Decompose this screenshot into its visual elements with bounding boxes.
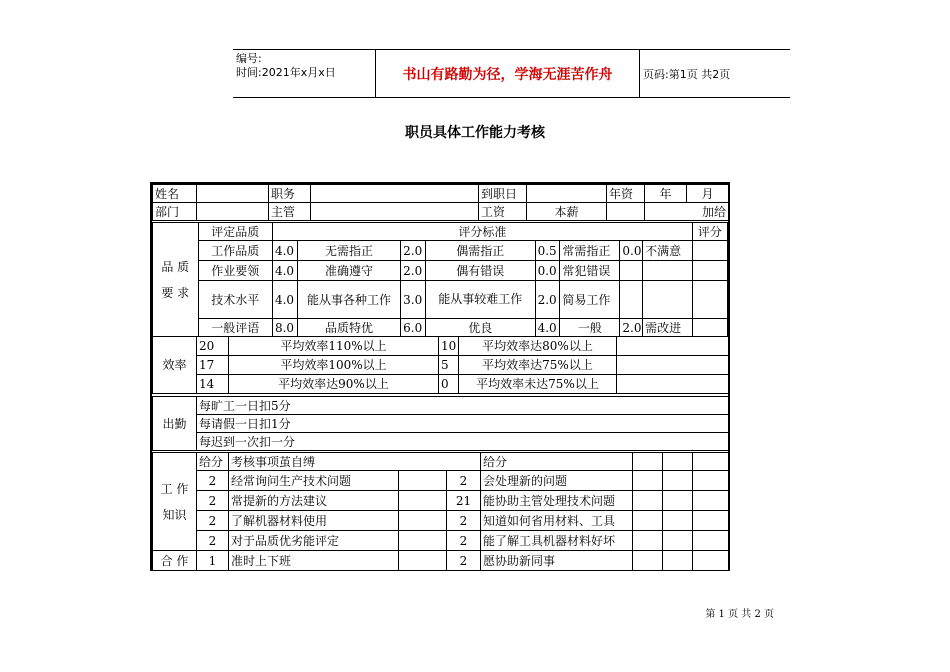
base-pay-label: 本薪 (527, 203, 607, 221)
efficiency-score: 14 (197, 375, 229, 394)
attendance-table (152, 396, 729, 451)
knowledge-item: 知道如何省用材料、工具 (481, 511, 633, 531)
quality-standard: 无需指正 (297, 241, 400, 261)
quality-score-field[interactable] (692, 281, 727, 319)
quality-head-standard: 评分标准 (272, 223, 692, 241)
basic-info-table (152, 184, 729, 221)
attendance-rule: 每请假一日扣1分 (197, 415, 729, 433)
knowledge-score: 2 (447, 511, 481, 531)
page-title: 职员具体工作能力考核 (405, 125, 545, 141)
year-label: 年 (645, 185, 687, 203)
knowledge-head-score2: 给分 (481, 453, 633, 471)
attendance-category: 出勤 (153, 397, 197, 451)
quality-row-item: 技术水平 (198, 281, 272, 319)
bonus-label: 加给 (645, 203, 729, 221)
knowledge-score: 2 (197, 511, 229, 531)
quality-head-item: 评定品质 (198, 223, 272, 241)
quality-standard: 能从事较难工作 (425, 281, 535, 319)
knowledge-check[interactable] (399, 491, 447, 511)
page-footer: 第 1 页 共 2 页 (705, 609, 774, 620)
cooperation-check[interactable] (633, 551, 663, 571)
quality-score: 6.0 (401, 319, 426, 337)
knowledge-category: 工 作 知识 (153, 453, 197, 551)
knowledge-table (152, 452, 729, 571)
quality-standard: 优良 (425, 319, 535, 337)
knowledge-check[interactable] (663, 471, 693, 491)
knowledge-score: 2 (197, 491, 229, 511)
join-date-field[interactable] (527, 185, 607, 203)
efficiency-standard: 平均效率110%以上 (229, 337, 439, 356)
knowledge-check[interactable] (693, 471, 729, 491)
supervisor-label: 主管 (269, 203, 311, 221)
quality-standard: 一般 (560, 319, 620, 337)
quality-score: 2.0 (620, 319, 643, 337)
quality-table (152, 222, 728, 337)
quality-row-item: 一般评语 (198, 319, 272, 337)
quality-score: 4.0 (272, 261, 297, 281)
assessment-form (150, 182, 730, 571)
knowledge-item: 经常询问生产技术问题 (229, 471, 399, 491)
knowledge-item: 能协助主管处理技术问题 (481, 491, 633, 511)
knowledge-check[interactable] (663, 491, 693, 511)
attendance-rule: 每迟到一次扣一分 (197, 433, 729, 451)
position-field[interactable] (311, 185, 479, 203)
header-page-info: 页码:第1页 共2页 (643, 67, 731, 81)
quality-standard: 需改进 (643, 319, 693, 337)
quality-score (620, 281, 643, 319)
quality-score: 4.0 (535, 319, 560, 337)
knowledge-check[interactable] (693, 531, 729, 551)
knowledge-check[interactable] (633, 491, 663, 511)
quality-standard: 常需指正 (560, 241, 620, 261)
cooperation-category: 合 作 (153, 551, 197, 571)
dept-label: 部门 (153, 203, 197, 221)
efficiency-score: 0 (439, 375, 459, 394)
knowledge-check[interactable] (663, 531, 693, 551)
knowledge-check[interactable] (399, 471, 447, 491)
quality-score: 0.0 (535, 261, 560, 281)
document-number-label: 编号: (236, 52, 262, 65)
quality-score: 8.0 (272, 319, 297, 337)
knowledge-head-score: 给分 (197, 453, 229, 471)
quality-score: 0.5 (535, 241, 560, 261)
knowledge-check[interactable] (663, 511, 693, 531)
cooperation-item: 准时上下班 (229, 551, 399, 571)
quality-score: 0.0 (620, 241, 643, 261)
position-label: 职务 (269, 185, 311, 203)
knowledge-check[interactable] (399, 511, 447, 531)
quality-score: 4.0 (272, 241, 297, 261)
efficiency-score: 10 (439, 337, 459, 356)
efficiency-score-field[interactable] (617, 375, 729, 394)
knowledge-check[interactable] (633, 511, 663, 531)
quality-score: 4.0 (272, 281, 297, 319)
document-header (233, 49, 790, 98)
quality-standard: 偶有错误 (425, 261, 535, 281)
efficiency-table (152, 336, 729, 394)
quality-standard (643, 261, 693, 281)
efficiency-standard: 平均效率100%以上 (229, 356, 439, 375)
document-time: 时间:2021年x月x日 (236, 66, 336, 79)
knowledge-head-item: 考核事项茧自缚 (229, 453, 481, 471)
join-date-label: 到职日 (479, 185, 527, 203)
quality-score-field[interactable] (692, 261, 727, 281)
cooperation-score: 1 (197, 551, 229, 571)
efficiency-score: 17 (197, 356, 229, 375)
knowledge-item: 会处理新的问题 (481, 471, 633, 491)
knowledge-check[interactable] (693, 511, 729, 531)
quality-standard (643, 281, 693, 319)
quality-standard: 准确遵守 (297, 261, 400, 281)
knowledge-score: 2 (197, 531, 229, 551)
quality-standard: 能从事各种工作 (297, 281, 400, 319)
quality-score (620, 261, 643, 281)
header-meta (233, 50, 377, 99)
efficiency-score-field[interactable] (617, 356, 729, 375)
quality-row-item: 工作品质 (198, 241, 272, 261)
cooperation-check[interactable] (663, 551, 693, 571)
quality-standard: 常犯错误 (560, 261, 620, 281)
seniority-label: 年资 (607, 185, 645, 203)
knowledge-score: 21 (447, 491, 481, 511)
quality-score-field[interactable] (692, 319, 727, 337)
dept-field[interactable] (197, 203, 269, 221)
supervisor-field[interactable] (311, 203, 479, 221)
attendance-rule: 每旷工一日扣5分 (197, 397, 729, 415)
knowledge-score: 2 (447, 531, 481, 551)
cooperation-score: 2 (447, 551, 481, 571)
efficiency-standard: 平均效率未达75%以上 (459, 375, 617, 394)
quality-standard: 品质特优 (297, 319, 400, 337)
knowledge-check[interactable] (693, 491, 729, 511)
efficiency-standard: 平均效率达75%以上 (459, 356, 617, 375)
knowledge-check[interactable] (399, 531, 447, 551)
quality-standard: 偶需指正 (425, 241, 535, 261)
quality-score: 2.0 (535, 281, 560, 319)
quality-score-field[interactable] (692, 241, 727, 261)
quality-head-score: 评分 (692, 223, 727, 241)
cooperation-check[interactable] (399, 551, 447, 571)
efficiency-standard: 平均效率达80%以上 (459, 337, 617, 356)
quality-score: 3.0 (401, 281, 426, 319)
header-motto: 书山有路勤为径，学海无涯苦作舟 (375, 50, 640, 97)
quality-score: 2.0 (401, 241, 426, 261)
knowledge-score: 2 (447, 471, 481, 491)
knowledge-check[interactable] (633, 531, 663, 551)
base-pay-field[interactable] (607, 203, 645, 221)
name-field[interactable] (197, 185, 269, 203)
knowledge-item: 常提新的方法建议 (229, 491, 399, 511)
quality-standard: 不满意 (643, 241, 693, 261)
efficiency-score: 20 (197, 337, 229, 356)
quality-score: 2.0 (401, 261, 426, 281)
knowledge-check[interactable] (633, 471, 663, 491)
cooperation-check[interactable] (693, 551, 729, 571)
name-label: 姓名 (153, 185, 197, 203)
quality-standard: 简易工作 (560, 281, 620, 319)
cooperation-item: 愿协助新同事 (481, 551, 633, 571)
quality-category: 品 质 要 求 (153, 223, 199, 337)
efficiency-standard: 平均效率达90%以上 (229, 375, 439, 394)
knowledge-item: 了解机器材料使用 (229, 511, 399, 531)
efficiency-score: 5 (439, 356, 459, 375)
knowledge-item: 能了解工具机器材料好坏 (481, 531, 633, 551)
efficiency-score-field[interactable] (617, 337, 729, 356)
knowledge-score: 2 (197, 471, 229, 491)
month-label: 月 (687, 185, 729, 203)
wage-label: 工资 (479, 203, 527, 221)
efficiency-category: 效率 (153, 337, 197, 394)
knowledge-item: 对于品质优劣能评定 (229, 531, 399, 551)
quality-row-item: 作业要领 (198, 261, 272, 281)
